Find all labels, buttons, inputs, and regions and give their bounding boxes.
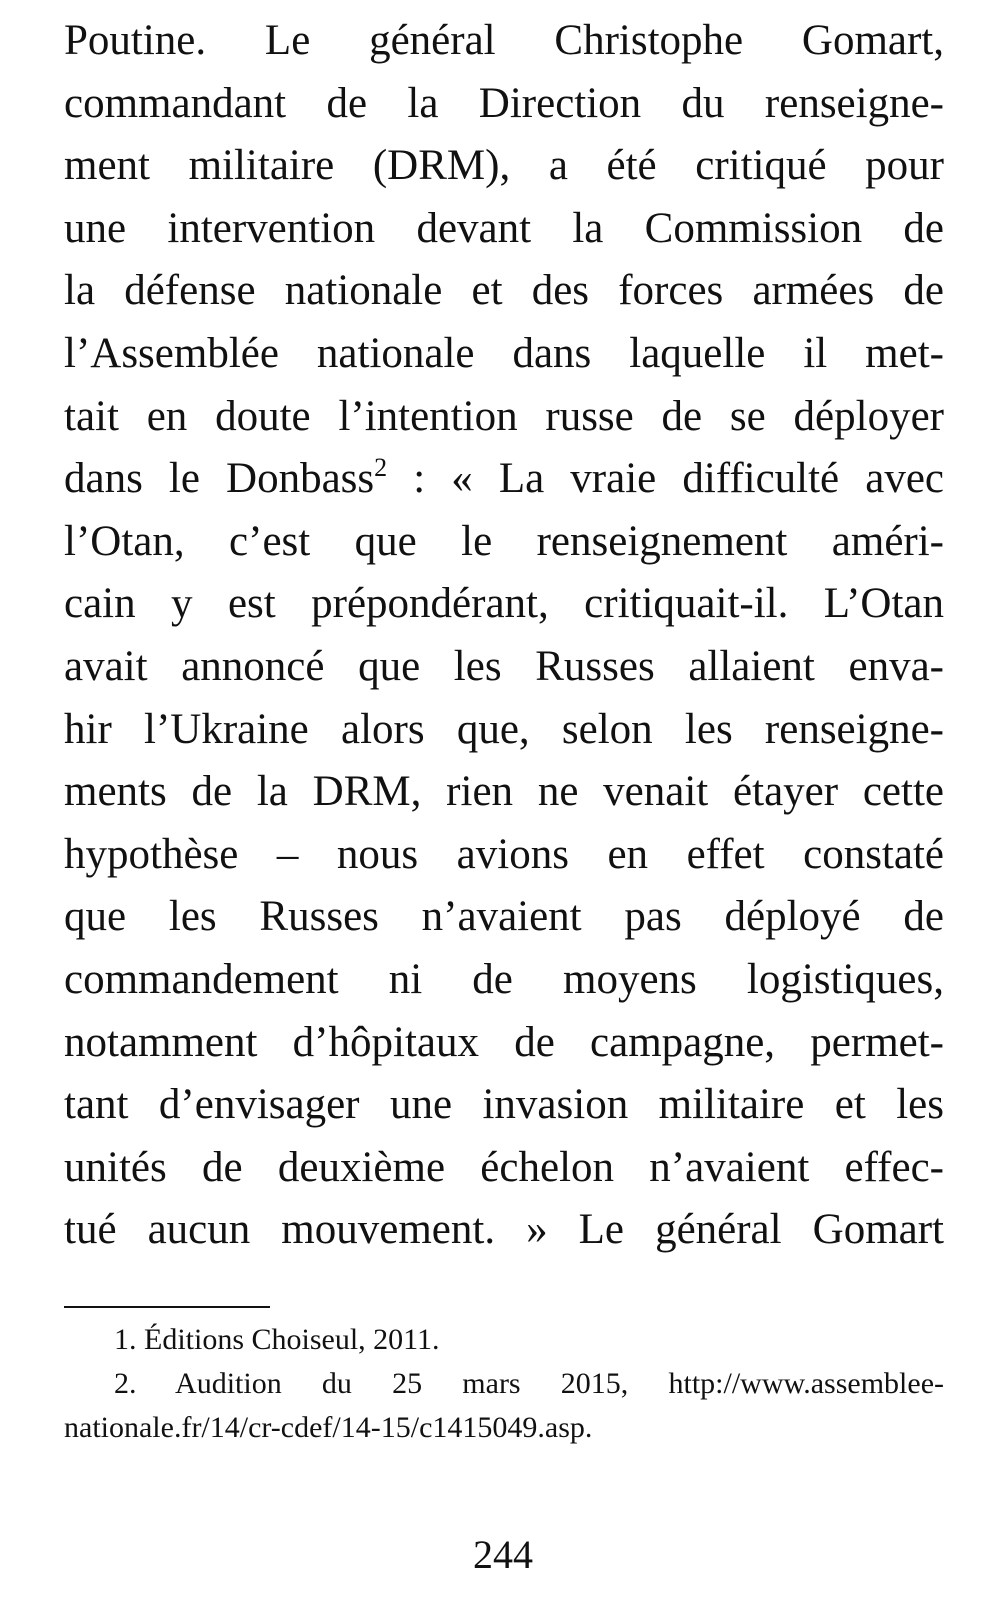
text-line-8 — [64, 448, 944, 511]
text-line-15: que les Russes n’avaient pas déployé de — [64, 893, 944, 941]
text-line-8-start: dans le Donbass — [64, 455, 375, 503]
footnote-reference: 2 — [374, 453, 388, 483]
footnote-2-line-1: 2. Audition du 25 mars 2015, http://www.assemblee- — [114, 1367, 944, 1400]
text-line-14: hypothèse – nous avions en effet constaté — [64, 830, 944, 878]
text-line-20: tué aucun mouvement. » Le général Gomart — [64, 1206, 944, 1254]
text-line-9: l’Otan, c’est que le renseignement améri- — [64, 517, 944, 565]
text-line-17: notamment d’hôpitaux de campagne, permet- — [64, 1018, 944, 1066]
footnote-separator — [64, 1306, 270, 1308]
text-line-16: commandement ni de moyens logistiques, — [64, 955, 944, 1003]
text-line-7: tait en doute l’intention russe de se déployer — [64, 392, 944, 440]
text-line-1: Poutine. Le général Christophe Gomart, — [64, 17, 944, 64]
text-line-8-end: : « La vraie difficulté avec — [387, 455, 944, 503]
footnotes — [64, 1318, 944, 1450]
page-number: 244 — [473, 1532, 533, 1577]
footnote-1: 1. Éditions Choiseul, 2011. — [114, 1323, 440, 1356]
text-line-10: cain y est prépondérant, critiquait-il. L’Otan — [64, 580, 944, 628]
text-line-6: l’Assemblée nationale dans laquelle il met- — [64, 329, 944, 377]
text-line-19: unités de deuxième échelon n’avaient effec- — [64, 1143, 944, 1191]
text-line-2: commandant de la Direction du renseigne- — [64, 79, 944, 127]
text-line-18: tant d’envisager une invasion militaire et les — [64, 1081, 944, 1129]
main-text — [64, 10, 944, 1262]
text-line-5: la défense nationale et des forces armées de — [64, 267, 944, 315]
text-line-12: hir l’Ukraine alors que, selon les renseigne- — [64, 705, 944, 753]
footnote-2-line-2: nationale.fr/14/cr-cdef/14-15/c1415049.asp. — [64, 1411, 593, 1444]
text-line-4: une intervention devant la Commission de — [64, 204, 944, 252]
text-line-3: ment militaire (DRM), a été critiqué pour — [64, 142, 944, 190]
text-line-13: ments de la DRM, rien ne venait étayer cette — [64, 768, 944, 816]
text-line-11: avait annoncé que les Russes allaient enva- — [64, 642, 944, 690]
